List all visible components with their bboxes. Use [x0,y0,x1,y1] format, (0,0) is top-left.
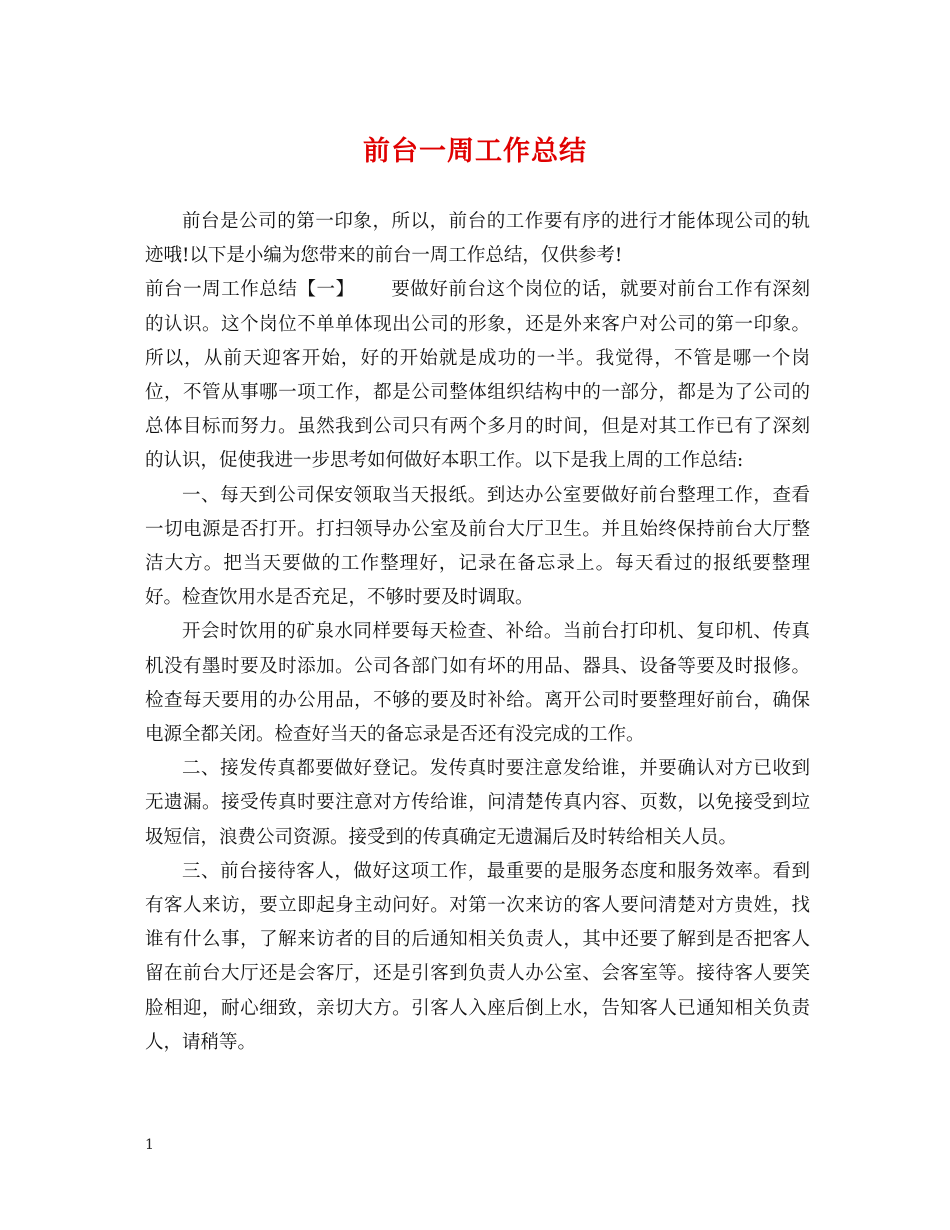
intro-paragraph: 前台是公司的第一印象，所以，前台的工作要有序的进行才能体现公司的轨迹哦!以下是小编为您带来的前台一周工作总结，仅供参考! [145,211,810,267]
section-text: 要做好前台这个岗位的话，就要对前台工作有深刻的认识。这个岗位不单单体现出公司的形象，还是外来客户对公司的第一印象。所以，从前天迎客开始，好的开始就是成功的一半。我觉得，不管是哪一个岗位，不管从事哪一项工作，都是公司整体组织结构中的一部分，都是为了公司的总体目标而努力。虽然我到公司只有两个多月的时间，但是对其工作已有了深刻的认识，促使我进一步思考如何做好本职工作。以下是我上周的工作总结: [145,279,810,472]
body-paragraph-3: 二、接发传真都要做好登记。发传真时要注意发给谁，并要确认对方已收到无遗漏。接受传真时要注意对方传给谁，问清楚传真内容、页数，以免接受到垃圾短信，浪费公司资源。接受到的传真确定无遗漏后及时转给相关人员。 [145,758,810,848]
document-body [145,205,810,1060]
body-paragraph-4: 三、前台接待客人，做好这项工作，最重要的是服务态度和服务效率。看到有客人来访，要立即起身主动问好。对第一次来访的客人要问清楚对方贵姓，找谁有什么事，了解来访者的目的后通知相关负责人，其中还要了解到是否把客人留在前台大厅还是会客厅，还是引客到负责人办公室、会客室等。接待客人要笑脸相迎，耐心细致，亲切大方。引客人入座后倒上水，告知客人已通知相关负责人，请稍等。 [145,860,810,1053]
body-paragraph-1: 一、每天到公司保安领取当天报纸。到达办公室要做好前台整理工作，查看一切电源是否打开。打扫领导办公室及前台大厅卫生。并且始终保持前台大厅整洁大方。把当天要做的工作整理好，记录在备忘录上。每天看过的报纸要整理好。检查饮用水是否充足，不够时要及时调取。 [145,484,810,609]
document-title: 前台一周工作总结 [363,136,587,167]
section-heading: 前台一周工作总结【一】 [145,279,355,301]
section-paragraph [145,273,810,478]
body-paragraph-2: 开会时饮用的矿泉水同样要每天检查、补给。当前台打印机、复印机、传真机没有墨时要及时添加。公司各部门如有坏的用品、器具、设备等要及时报修。检查每天要用的办公用品，不够的要及时补给。离开公司时要整理好前台，确保电源全都关闭。检查好当天的备忘录是否还有没完成的工作。 [145,621,810,746]
page-number: 1 [145,1137,154,1153]
